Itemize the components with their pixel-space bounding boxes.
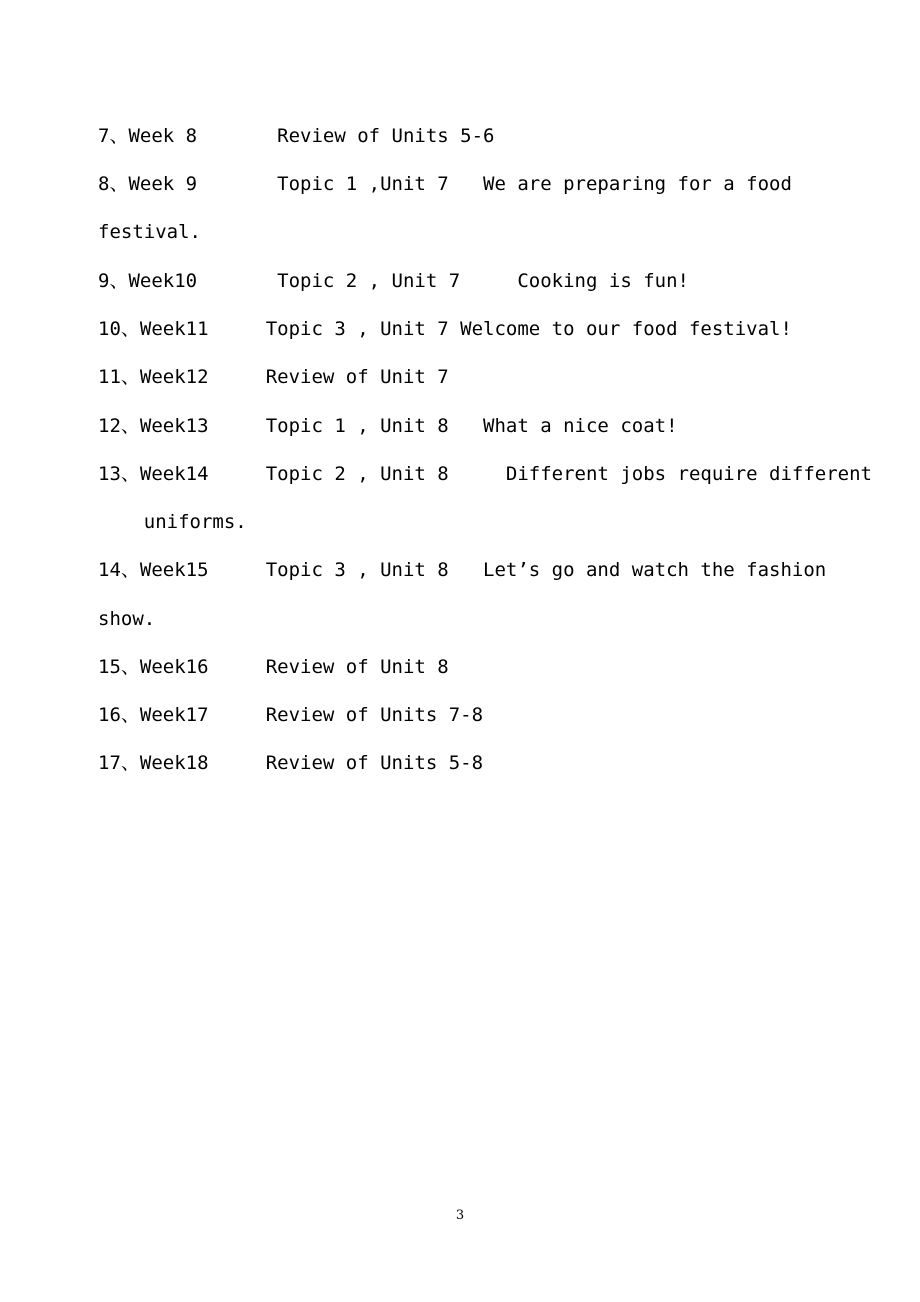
schedule-line-week10: 9、Week10 Topic 2 , Unit 7 Cooking is fun! bbox=[98, 270, 689, 292]
schedule-line-week17: 16、Week17 Review of Units 7-8 bbox=[98, 704, 484, 726]
schedule-line-week9: 8、Week 9 Topic 1 ,Unit 7 We are preparing for a food bbox=[98, 173, 792, 195]
schedule-line-week12: 11、Week12 Review of Unit 7 bbox=[98, 366, 449, 388]
schedule-line-week14-continued: uniforms. bbox=[98, 511, 247, 533]
schedule-line-week13: 12、Week13 Topic 1 , Unit 8 What a nice coat! bbox=[98, 415, 678, 437]
schedule-line-week16: 15、Week16 Review of Unit 8 bbox=[98, 656, 449, 678]
schedule-line-week18: 17、Week18 Review of Units 5-8 bbox=[98, 752, 484, 774]
page-number: 3 bbox=[455, 1208, 465, 1223]
schedule-line-week15-continued: show. bbox=[98, 608, 156, 630]
schedule-line-week9-continued: festival. bbox=[98, 221, 201, 243]
schedule-line-week8: 7、Week 8 Review of Units 5-6 bbox=[98, 125, 495, 147]
schedule-line-week14: 13、Week14 Topic 2 , Unit 8 Different jobs require different bbox=[98, 463, 872, 485]
schedule-line-week15: 14、Week15 Topic 3 , Unit 8 Let’s go and watch the fashion bbox=[98, 559, 827, 581]
schedule-line-week11: 10、Week11 Topic 3 , Unit 7 Welcome to our food festival! bbox=[98, 318, 792, 340]
